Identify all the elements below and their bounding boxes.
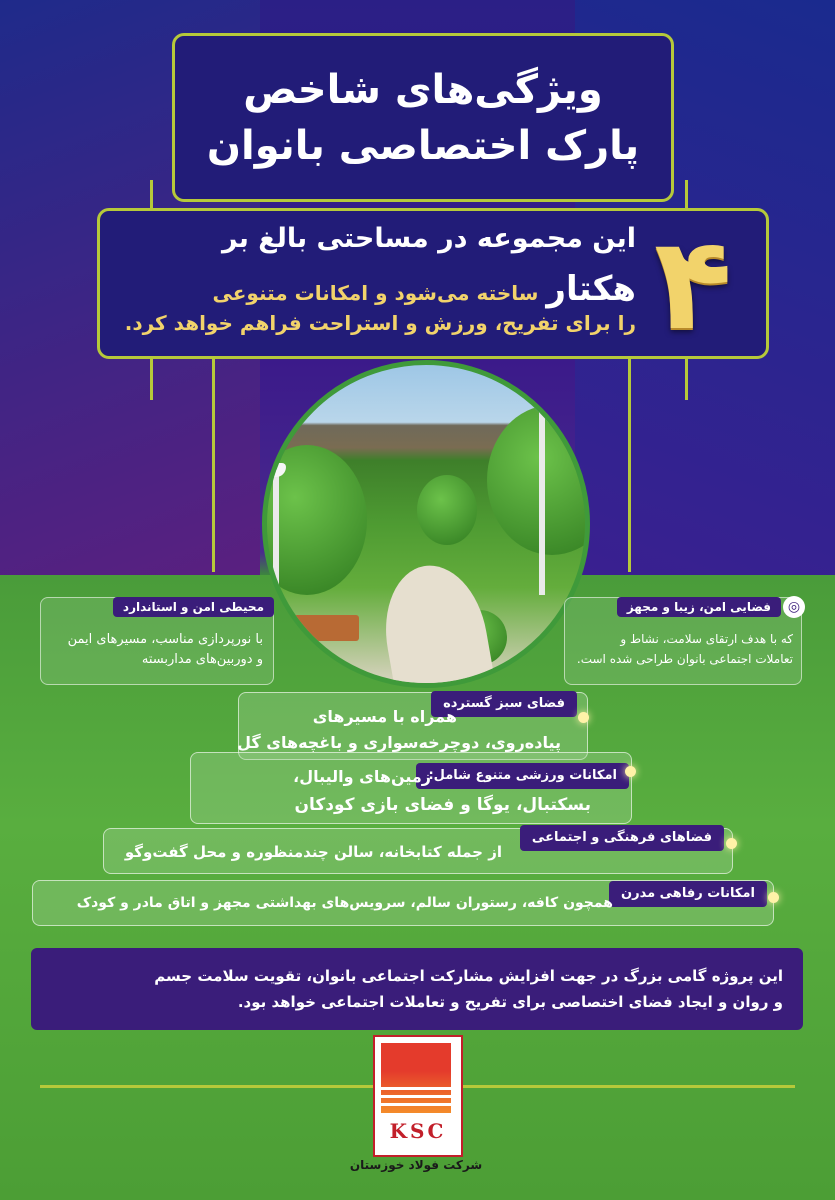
bullet-dot (768, 892, 779, 903)
summary-box (31, 948, 803, 1030)
company-name: شرکت فولاد خوزستان (349, 1158, 483, 1172)
summary-text (51, 963, 783, 1015)
street-lamp (273, 470, 279, 590)
feature-text-culture: از جمله کتابخانه، سالن چندمنظوره و محل گفت‌وگو (124, 843, 502, 861)
tree (417, 475, 477, 545)
info-box (97, 208, 769, 359)
info-line3: را برای تفریح، ورزش و استراحت فراهم خواهد کرد. (124, 311, 636, 335)
bullet-dot (726, 838, 737, 849)
feature-sports (190, 752, 632, 824)
summary-line2: و روان و ایجاد فضای اختصاصی برای تفریح و تعاملات اجتماعی خواهد بود. (237, 993, 783, 1011)
logo-text: KSC (389, 1119, 447, 1143)
card-text-safety-1: با نورپردازی مناسب، مسیرهای ایمن (67, 632, 263, 647)
feature-tag-amenities: امکانات رفاهی مدرن (609, 881, 767, 907)
page-title-line1: ویژگی‌های شاخص (243, 66, 603, 113)
feature-text-sports-2: بسکتبال، یوگا و فضای بازی کودکان (294, 795, 591, 815)
frame-line-inner-right (628, 352, 631, 572)
park-photo (262, 360, 590, 688)
feature-card-safety (40, 597, 274, 685)
info-line2: ساخته می‌شود و امکانات متنوعی (212, 281, 539, 305)
ksc-logo (373, 1035, 463, 1157)
feature-tag-green-space: فضای سبز گسترده (431, 691, 577, 717)
bullet-dot (625, 766, 636, 777)
logo-stripe (381, 1095, 451, 1098)
info-line1: این مجموعه در مساحتی بالغ بر (221, 223, 636, 254)
hektar-label: هکتار (546, 269, 636, 309)
lamp-head (532, 387, 552, 401)
feature-amenities (32, 880, 774, 926)
card-text-beauty-1: که با هدف ارتقای سلامت، نشاط و (620, 632, 793, 646)
feature-text-green-space-2: پیاده‌روی، دوچرخه‌سواری و باغچه‌های گل (237, 733, 561, 752)
card-tag-safety: محیطی امن و استاندارد (113, 597, 274, 617)
feature-text-sports-1: زمین‌های والیبال، (293, 767, 431, 786)
park-path (375, 557, 500, 688)
feature-tag-sports: امکانات ورزشی متنوع شامل: (416, 763, 629, 789)
card-text-beauty-2: تعاملات اجتماعی بانوان طراحی شده است. (576, 652, 793, 666)
street-lamp (539, 395, 545, 595)
park-bench (289, 615, 359, 641)
page-title-line2: پارک اختصاصی بانوان (206, 122, 640, 169)
logo-stripe (381, 1087, 451, 1090)
feature-text-green-space-1: همراه با مسیرهای (312, 707, 457, 726)
area-number: ۴ (653, 210, 733, 359)
card-tag-beauty: فضایی امن، زیبا و مجهز (617, 597, 781, 617)
logo-stripe (381, 1103, 451, 1106)
feature-text-amenities: همچون کافه، رستوران سالم، سرویس‌های بهداشتی مجهز و اتاق مادر و کودک (76, 895, 613, 911)
info-line2-wrap (116, 269, 636, 309)
feature-culture (103, 828, 733, 874)
feature-card-beauty (564, 597, 802, 685)
title-box (172, 33, 674, 202)
card-text-safety-2: و دوربین‌های مداربسته (141, 652, 263, 667)
feature-tag-culture: فضاهای فرهنگی و اجتماعی (520, 825, 724, 851)
summary-line1: این پروژه گامی بزرگ در جهت افزایش مشارکت اجتماعی بانوان، تقویت سلامت جسم (154, 967, 783, 985)
target-icon: ◎ (783, 596, 805, 618)
frame-line-inner-left (212, 352, 215, 572)
bullet-dot (578, 712, 589, 723)
feature-green-space (238, 692, 588, 760)
